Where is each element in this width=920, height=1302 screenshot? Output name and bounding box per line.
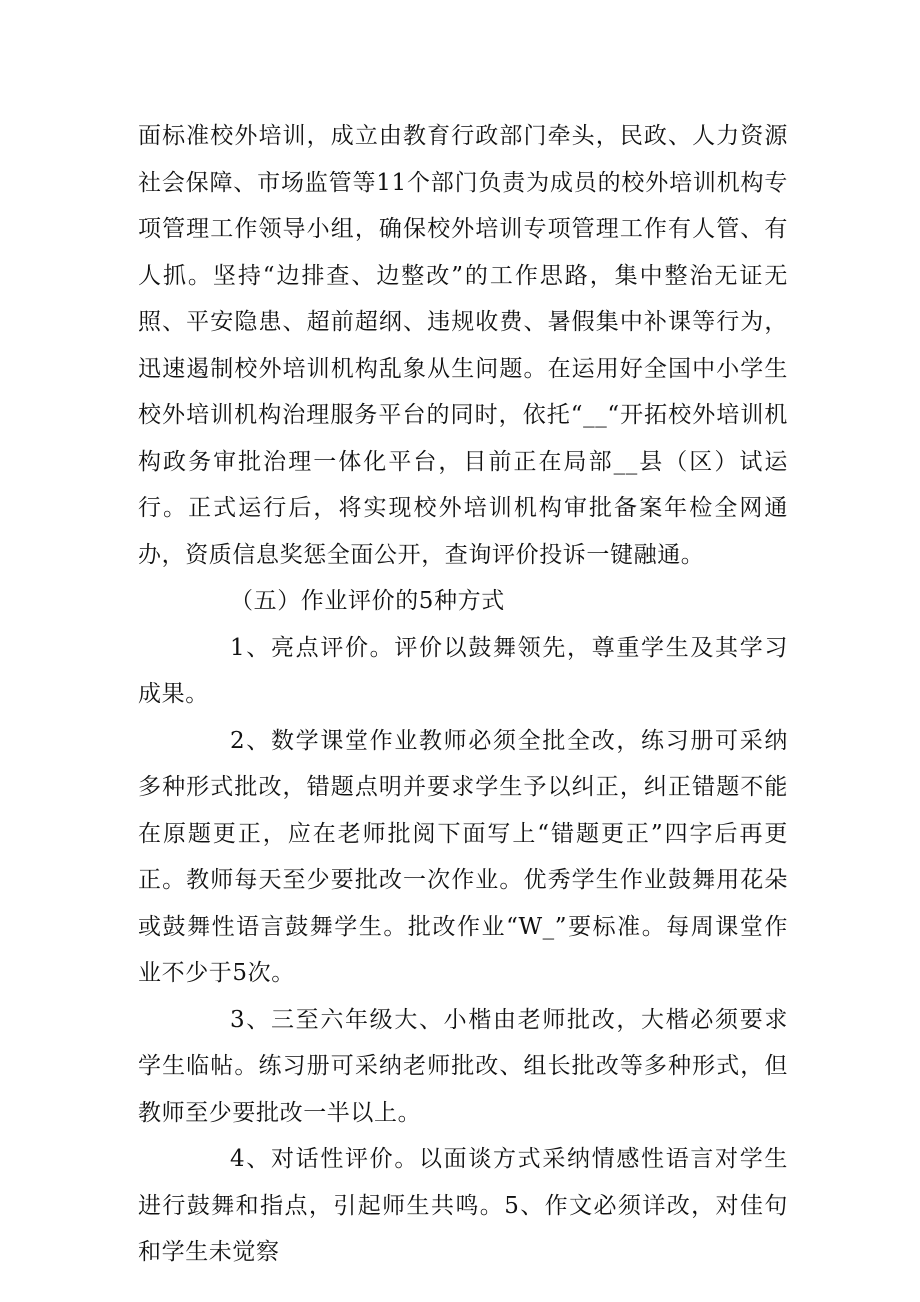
list-item-2: 2、数学课堂作业教师必须全批全改，练习册可采纳多种形式批改，错题点明并要求学生予以纠正，纠正错题不能在原题更正，应在老师批阅下面写上“错题更正”四字后再更正。教师每天至少要批改一次作业。优秀学生作业鼓舞用花朵或鼓舞性语言鼓舞学生。批改作业“W_”要标准。每周课堂作业不少于5次。 (138, 727, 788, 986)
list-item-4: 4、对话性评价。以面谈方式采纳情感性语言对学生进行鼓舞和指点，引起师生共鸣。5、作文必须详改，对佳句和学生未觉察 (138, 1146, 788, 1265)
body-paragraph: 面标准校外培训，成立由教育行政部门牵头，民政、人力资源社会保障、市场监管等11个部门负责为成员的校外培训机构专项管理工作领导小组，确保校外培训专项管理工作有人管、有人抓。坚持“边排查、边整改”的工作思路，集中整治无证无照、平安隐患、超前超纲、违规收费、暑假集中补课等行为，迅速遏制校外培训机构乱象从生问题。在运用好全国中小学生校外培训机构治理服务平台的同时，依托“__“开拓校外培训机构政务审批治理一体化平台，目前正在局部__县（区）试运行。正式运行后，将实现校外培训机构审批备案年检全网通办，资质信息奖惩全面公开，查询评价投诉一键融通。 (138, 123, 788, 568)
document-body (138, 113, 788, 1276)
section-heading: （五）作业评价的5种方式 (230, 588, 505, 614)
list-item-1: 1、亮点评价。评价以鼓舞领先，尊重学生及其学习成果。 (138, 634, 788, 707)
list-item-3: 3、三至六年级大、小楷由老师批改，大楷必须要求学生临帖。练习册可采纳老师批改、组长批改等多种形式，但教师至少要批改一半以上。 (138, 1006, 788, 1126)
